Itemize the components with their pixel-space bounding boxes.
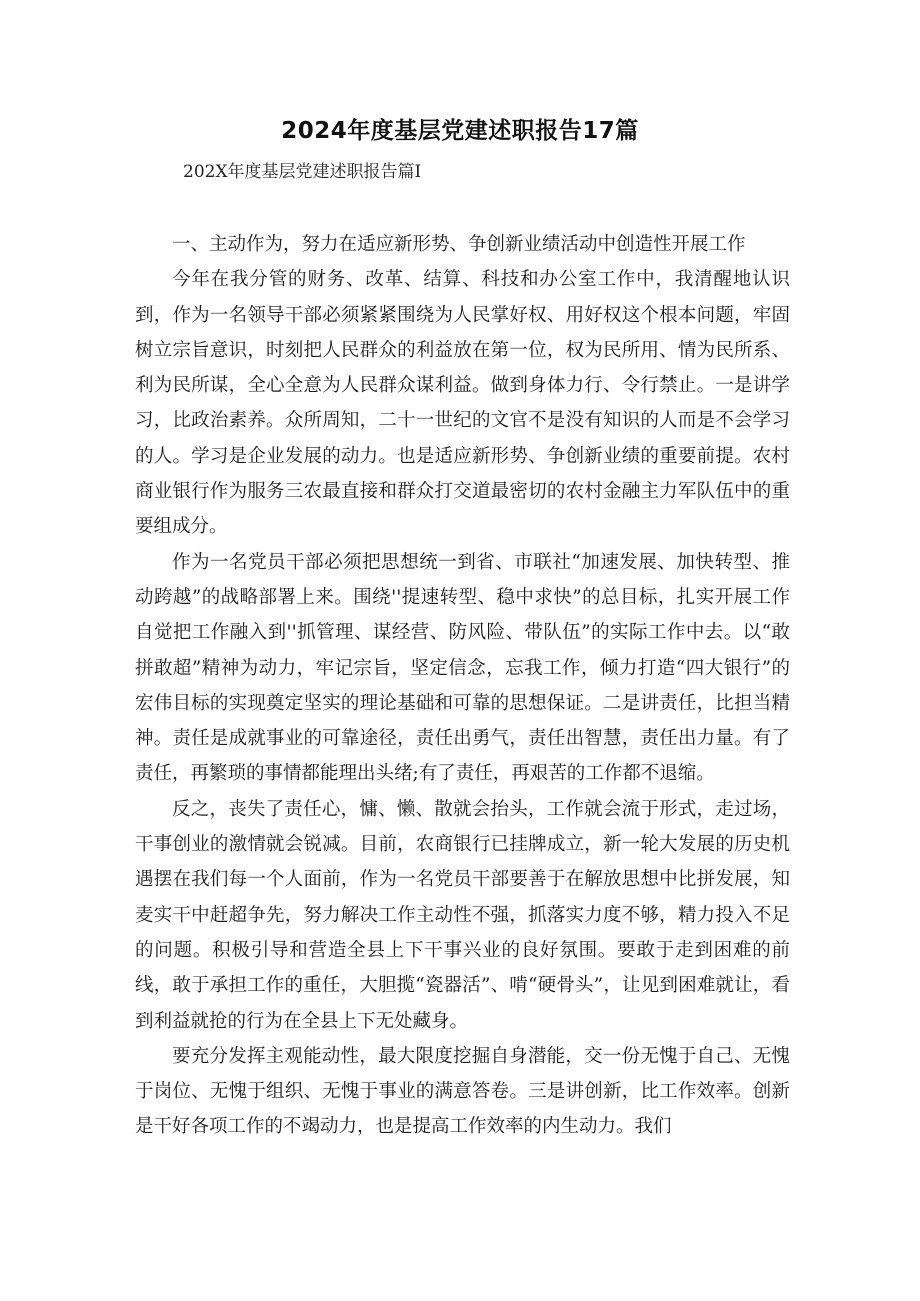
body-paragraph: 作为一名党员干部必须把思想统一到省、市联社“加速发展、加快转型、推动跨越”的战略部署上来。围绕''提速转型、稳中求快”的总目标，扎实开展工作自觉把工作融入到''抓管理、谋经营、防风险、带队伍”的实际工作中去。以“敢拼敢超”精神为动力，牢记宗旨，坚定信念，忘我工作，倾力打造“四大银行”的宏伟目标的实现奠定坚实的理论基础和可靠的思想保证。二是讲责任，比担当精神。责任是成就事业的可靠途径，责任出勇气，责任出智慧，责任出力量。有了责任，再繁琐的事情都能理出头绪;有了责任，再艰苦的工作都不退缩。 <box>135 551 790 785</box>
section-heading: 一、主动作为，努力在适应新形势、争创新业绩活动中创造性开展工作 <box>172 234 746 255</box>
body-paragraph: 反之，丧失了责任心，慵、懒、散就会抬头，工作就会流于形式，走过场，干事创业的激情就会锐减。目前，农商银行已挂牌成立，新一轮大发展的历史机遇摆在我们每一个人面前，作为一名党员干部要善于在解放思想中比拼发展，知麦实干中赶超争先，努力解决工作主动性不强，抓落实力度不够，精力投入不足的问题。积极引导和营造全县上下干事兴业的良好氛围。要敢于走到困难的前线，敢于承担工作的重任，大胆揽“瓷器活”、啃“硬骨头”，让见到困难就让，看到利益就抢的行为在全县上下无处藏身。 <box>135 798 790 1032</box>
document-title: 2024年度基层党建述职报告17篇 <box>281 118 639 144</box>
document-body <box>135 227 790 1145</box>
body-paragraph: 要充分发挥主观能动性，最大限度挖掘自身潜能，交一份无愧于自己、无愧于岗位、无愧于组织、无愧于事业的满意答卷。三是讲创新，比工作效率。创新是干好各项工作的不竭动力，也是提高工作效率的内生动力。我们 <box>135 1045 790 1138</box>
section-subtitle: 202X年度基层党建述职报告篇I <box>183 162 422 182</box>
body-paragraph: 今年在我分管的财务、改革、结算、科技和办公室工作中，我清醒地认识到，作为一名领导干部必须紧紧围绕为人民掌好权、用好权这个根本问题，牢固树立宗旨意识，时刻把人民群众的利益放在第一位，权为民所用、情为民所系、利为民所谋，全心全意为人民群众谋利益。做到身体力行、令行禁止。一是讲学习，比政治素养。众所周知，二十一世纪的文官不是没有知识的人而是不会学习的人。学习是企业发展的动力。也是适应新形势、争创新业绩的重要前提。农村商业银行作为服务三农最直接和群众打交道最密切的农村金融主力军队伍中的重要组成分。 <box>135 269 790 538</box>
